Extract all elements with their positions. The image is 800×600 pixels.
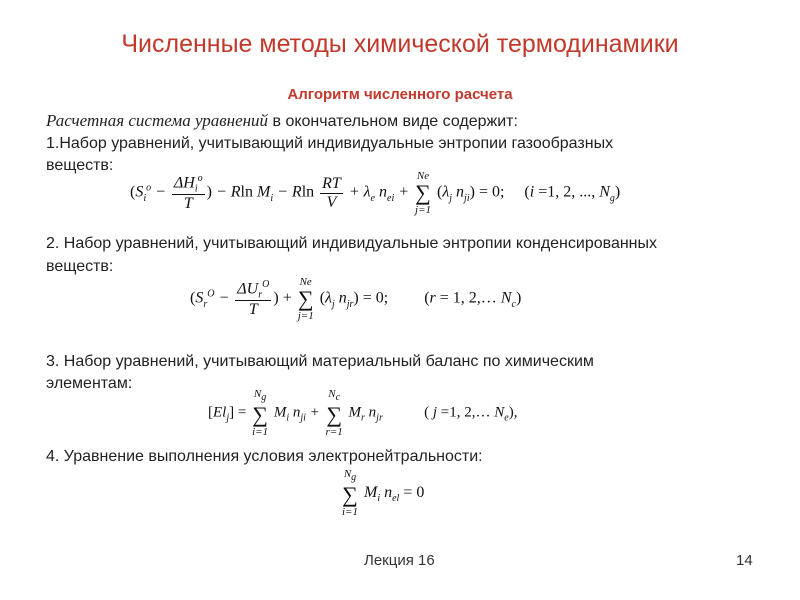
intro-rest: в окончательном виде содержит: — [268, 113, 518, 130]
item4-line1: 4. Уравнение выполнения условия электронейтральности: — [46, 448, 483, 465]
intro-italic: Расчетная система уравнений — [46, 111, 269, 130]
slide-title: Численные методы химической термодинамики — [121, 30, 679, 58]
slide-subtitle: Алгоритм численного расчета — [287, 86, 513, 103]
intro-text — [46, 111, 766, 132]
item1-line2: веществ: — [46, 157, 114, 174]
formula-1: ($S_i^o$ − $\frac{\Delta H_i^o}{T}$ ) − Rln $M_i - Rln$ $\frac{RT}{V}$ + $\lambda_e$ $n_{ei}$ + Ne ∑ j=1 ($\lambda_j$ $n_{ji}) = 0$; (i =1, 2, ..., $N_g$) — [130, 170, 621, 216]
item2-line2: веществ: — [46, 258, 114, 275]
formula-2: ($S_r^O$ − $\frac{\Delta U_r^O}{T}$ ) + Ne ∑ j=1 ($\lambda_j$ $n_{jr}) = 0$; (r = 1, 2,… $N_c$) — [190, 276, 522, 322]
item3-line1: 3. Набор уравнений, учитывающий материальный баланс по химическим — [46, 353, 594, 370]
formula-3: $[El_j]$ = Ng ∑ i=1 $M_i$ $n_{ji}$ + Nc ∑ r=1 $M_r$ $n_{jr}$ ( j =1, 2,… $N_e$), — [208, 388, 518, 439]
item2-line1: 2. Набор уравнений, учитывающий индивидуальные энтропии конденсированных — [46, 235, 658, 252]
footer-lecture: Лекция 16 — [364, 552, 435, 569]
footer-page-number: 14 — [736, 552, 753, 569]
item3-line2: элементам: — [46, 375, 133, 392]
item1-line1: 1.Набор уравнений, учитывающий индивидуальные энтропии газообразных — [46, 135, 614, 152]
formula-4: Ng ∑ i=1 $M_i$ $n_{el} = 0$ — [342, 468, 425, 519]
